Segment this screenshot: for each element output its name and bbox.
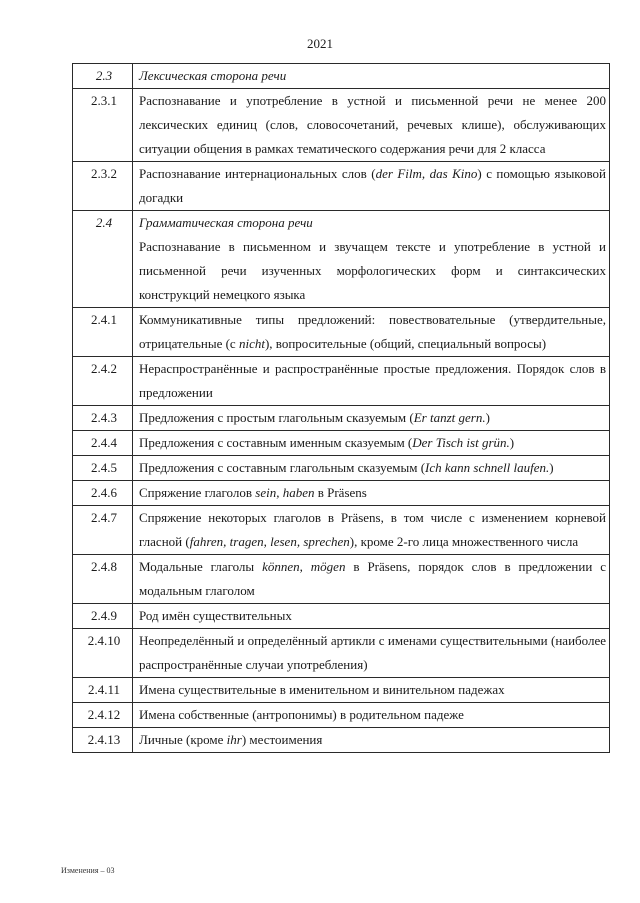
text-segment: ), вопросительные (общий, специальный вопросы) — [264, 336, 547, 351]
section-number: 2.4.12 — [73, 703, 133, 728]
table-row — [73, 406, 610, 431]
italic-text: ihr — [226, 732, 242, 747]
section-description — [133, 431, 610, 456]
text-segment: Нераспространённые и распространённые простые предложения. Порядок слов в предложении — [139, 361, 606, 400]
text-segment: Распознавание и употребление в устной и письменной речи не менее 200 лексических единиц (слов, словосочетаний, речевых клише), обслуживающих ситуации общения в рамках тематического содержания речи для 2 класса — [139, 93, 606, 156]
section-number: 2.4.5 — [73, 456, 133, 481]
text-segment: в Präsens — [314, 485, 367, 500]
text-segment: Коммуникативные типы предложений: повествовательные (утвердительные, отрицательные (с — [139, 312, 606, 351]
section-number: 2.4.8 — [73, 555, 133, 604]
text-segment: ) — [509, 435, 515, 450]
text-segment: Распознавание интернациональных слов ( — [139, 166, 376, 181]
section-number: 2.4.2 — [73, 357, 133, 406]
table-row — [73, 629, 610, 678]
section-description — [133, 728, 610, 753]
section-description — [133, 162, 610, 211]
table-row — [73, 89, 610, 162]
table-row — [73, 357, 610, 406]
section-description — [133, 506, 610, 555]
text-segment: ) — [549, 460, 554, 475]
section-description — [133, 703, 610, 728]
text-segment: Предложения с простым глагольным сказуемым ( — [139, 410, 414, 425]
section-number: 2.4.3 — [73, 406, 133, 431]
italic-text: Der Tisch ist grün. — [412, 435, 510, 450]
section-description — [133, 456, 610, 481]
section-description — [133, 481, 610, 506]
text-segment: Распознавание в письменном и звучащем тексте и употребление в устной и письменной речи изученных морфологических форм и синтаксических конструкций немецкого языка — [139, 239, 606, 302]
section-number: 2.4.7 — [73, 506, 133, 555]
table-row — [73, 678, 610, 703]
footer-revision-note: Изменения – 03 — [61, 866, 115, 875]
page-number: 2021 — [307, 36, 333, 51]
table-row — [73, 211, 610, 308]
italic-text: Лексическая сторона речи — [139, 68, 287, 83]
table-row — [73, 506, 610, 555]
table-row — [73, 431, 610, 456]
text-segment: Род имён существительных — [139, 608, 292, 623]
table-row — [73, 728, 610, 753]
section-number: 2.3 — [73, 64, 133, 89]
section-number: 2.4.11 — [73, 678, 133, 703]
text-segment: ) с помощью языковой догадки — [139, 166, 606, 205]
table-row — [73, 703, 610, 728]
italic-text: können, mögen — [262, 559, 346, 574]
section-number: 2.3.1 — [73, 89, 133, 162]
italic-text: fahren, tragen, lesen, sprechen — [189, 534, 350, 549]
section-number: 2.4.9 — [73, 604, 133, 629]
text-segment: ) местоимения — [241, 732, 323, 747]
section-heading: Грамматическая сторона речи — [139, 215, 313, 230]
italic-text: nicht — [238, 336, 265, 351]
section-description — [133, 678, 610, 703]
text-segment: Личные (кроме — [139, 732, 227, 747]
curriculum-table — [72, 63, 610, 753]
table-row — [73, 555, 610, 604]
italic-text: sein, haben — [255, 485, 315, 500]
table-row — [73, 162, 610, 211]
text-segment: Спряжение некоторых глаголов в Präsens, в том числе с изменением корневой гласной ( — [139, 510, 606, 549]
section-number: 2.4 — [73, 211, 133, 308]
section-number: 2.4.13 — [73, 728, 133, 753]
section-number: 2.3.2 — [73, 162, 133, 211]
italic-text: Er tanzt gern. — [413, 410, 486, 425]
text-segment: Предложения с составным именным сказуемым ( — [139, 435, 413, 450]
text-segment: Модальные глаголы — [139, 559, 263, 574]
text-segment: Неопределённый и определённый артикли с именами существительными (наиболее распространённые случаи употребления) — [139, 633, 606, 672]
table-row — [73, 64, 610, 89]
text-segment: ) — [485, 410, 490, 425]
text-segment: ), кроме 2-го лица множественного числа — [349, 534, 579, 549]
section-number: 2.4.6 — [73, 481, 133, 506]
section-description — [133, 308, 610, 357]
section-number: 2.4.10 — [73, 629, 133, 678]
table-row — [73, 456, 610, 481]
section-description — [133, 406, 610, 431]
table-row — [73, 308, 610, 357]
table-row — [73, 604, 610, 629]
section-description — [133, 357, 610, 406]
section-description — [133, 604, 610, 629]
section-description — [133, 89, 610, 162]
italic-text: Ich kann schnell laufen. — [425, 460, 550, 475]
section-description — [133, 64, 610, 89]
table-row — [73, 481, 610, 506]
table-body — [73, 64, 610, 753]
text-segment: Имена собственные (антропонимы) в родительном падеже — [139, 707, 464, 722]
text-segment: Предложения с составным глагольным сказуемым ( — [139, 460, 426, 475]
section-number: 2.4.1 — [73, 308, 133, 357]
text-segment: Спряжение глаголов — [139, 485, 256, 500]
text-segment: в Präsens, порядок слов в предложении с модальным глаголом — [139, 559, 606, 598]
section-number: 2.4.4 — [73, 431, 133, 456]
section-description — [133, 211, 610, 308]
text-segment: Имена существительные в именительном и винительном падежах — [139, 682, 505, 697]
section-description — [133, 555, 610, 604]
section-description — [133, 629, 610, 678]
italic-text: der Film, das Kino — [375, 166, 478, 181]
